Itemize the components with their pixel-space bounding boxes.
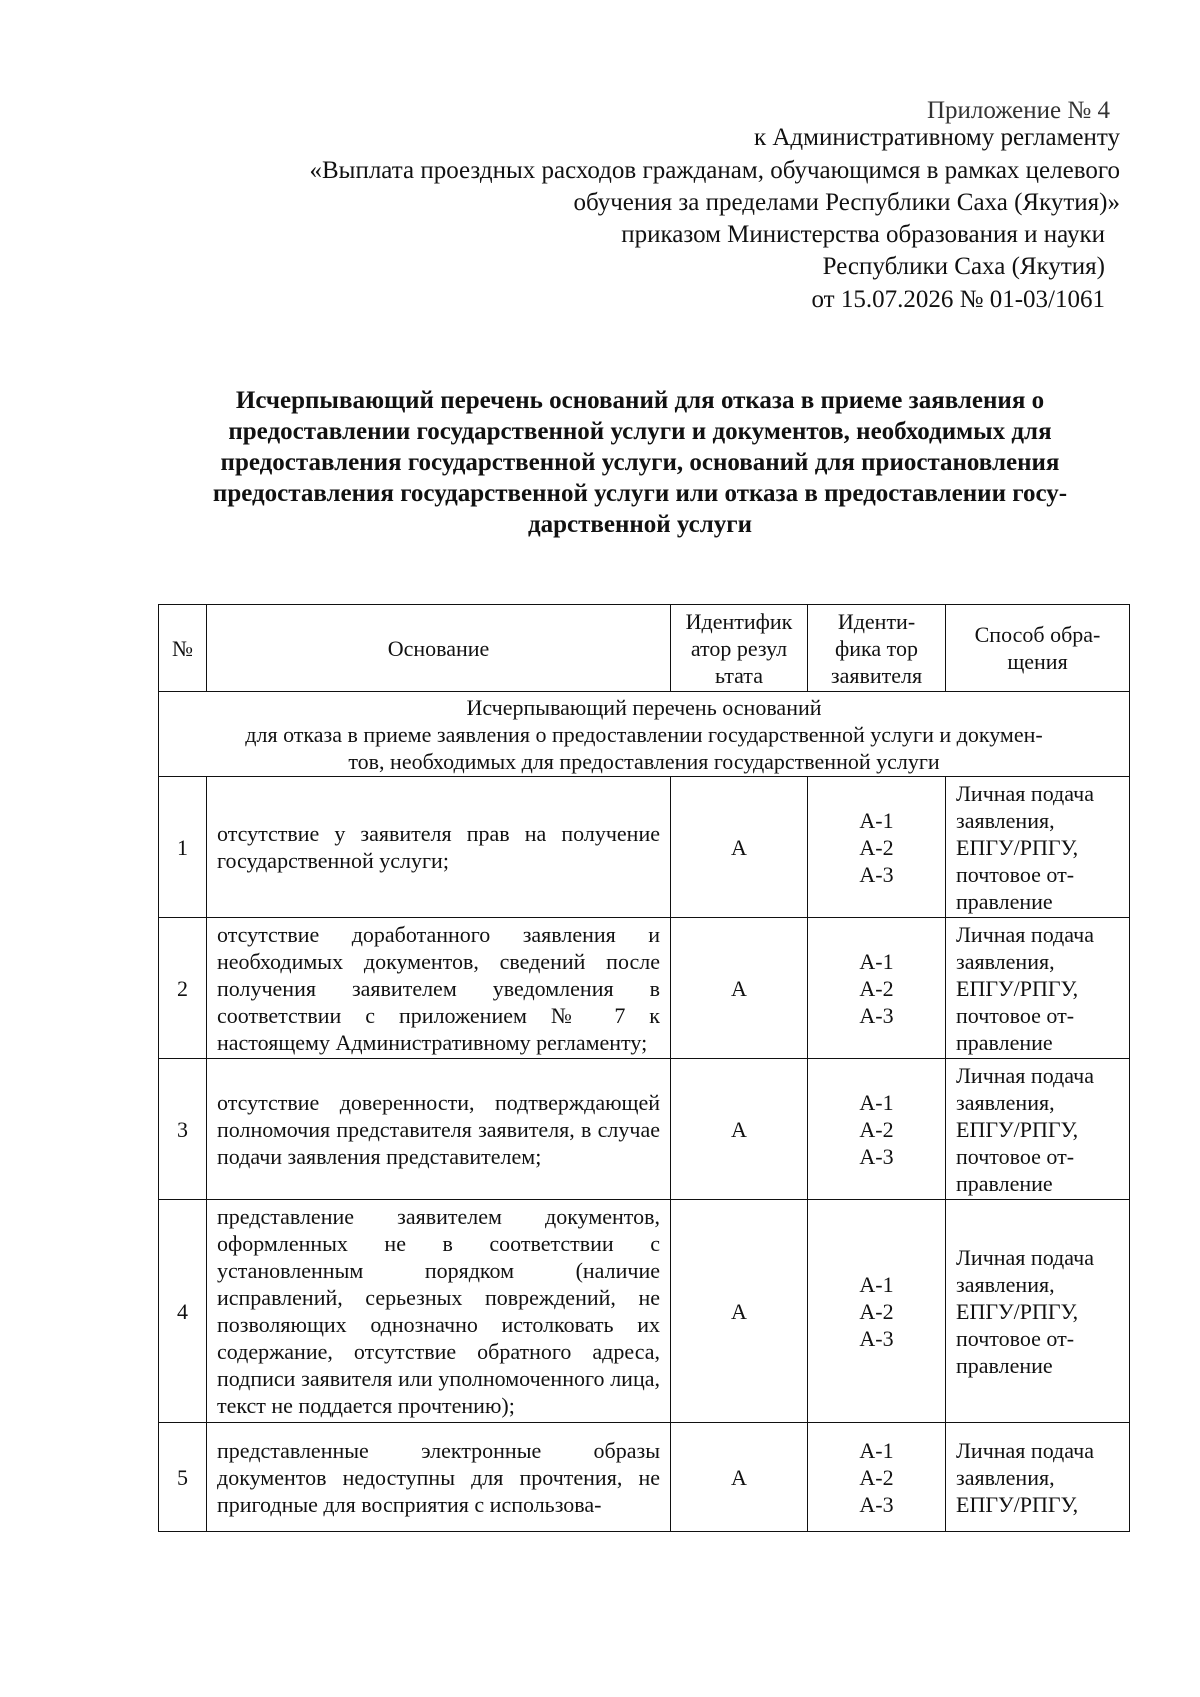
method-line: правление bbox=[956, 1170, 1053, 1196]
applicant-id: А-2 bbox=[859, 834, 894, 860]
row-basis: отсутствие доработанного заявления и необходимых документов, сведений после получения заявителем уведомления в соответствии с приложением № 7 к настоящему Административному регламенту; bbox=[207, 918, 671, 1059]
applicant-id: А-3 bbox=[859, 1002, 894, 1028]
header-text: ьтата bbox=[715, 662, 763, 688]
method-line: Личная подача bbox=[956, 921, 1094, 947]
document-title bbox=[150, 385, 1130, 540]
method-line: ЕПГУ/РПГУ, bbox=[956, 1116, 1079, 1142]
appendix-number: Приложение № 4 bbox=[926, 97, 1110, 124]
row-basis: представленные электронные образы документов недоступны для прочтения, не пригодные для восприятия с использова- bbox=[207, 1423, 671, 1532]
title-line: дарственной услуги bbox=[527, 511, 753, 538]
header-method bbox=[946, 605, 1130, 692]
row-applicant-ids bbox=[808, 1200, 946, 1423]
applicant-id: А-2 bbox=[859, 1298, 894, 1324]
method-line: почтовое от- bbox=[956, 1325, 1075, 1351]
regulation-name-line-2: обучения за пределами Республики Саха (Якутия)» bbox=[573, 189, 1120, 216]
header-text: Иденти- bbox=[837, 608, 916, 634]
method-line: правление bbox=[956, 1352, 1053, 1378]
row-result-id: А bbox=[671, 777, 808, 918]
header-text: атор резул bbox=[690, 635, 788, 661]
applicant-id: А-1 bbox=[859, 807, 894, 833]
row-method bbox=[946, 918, 1130, 1059]
applicant-id: А-1 bbox=[859, 1089, 894, 1115]
section-heading-line: Исчерпывающий перечень оснований bbox=[466, 694, 822, 720]
method-line: ЕПГУ/РПГУ, bbox=[956, 1491, 1079, 1517]
row-basis: представление заявителем документов, оформленных не в соответствии с установленным порядком (наличие исправлений, серьезных повреждений, не позволяющих однозначно истолковать их содержание, отсутствие обратного адреса, подписи заявителя или уполномоченного лица, текст не поддается прочтению); bbox=[207, 1200, 671, 1423]
method-line: Личная подача bbox=[956, 1437, 1094, 1463]
row-number: 3 bbox=[159, 1059, 207, 1200]
method-line: заявления, bbox=[956, 1464, 1055, 1490]
row-result-id: А bbox=[671, 1200, 808, 1423]
row-number: 4 bbox=[159, 1200, 207, 1423]
row-method bbox=[946, 1200, 1130, 1423]
applicant-id: А-3 bbox=[859, 1143, 894, 1169]
method-line: заявления, bbox=[956, 1271, 1055, 1297]
header-basis: Основание bbox=[207, 605, 671, 692]
row-basis: отсутствие у заявителя прав на получение государственной услуги; bbox=[207, 777, 671, 918]
title-line: предоставления государственной услуги или отказа в предоставлении госу- bbox=[212, 480, 1068, 507]
row-method bbox=[946, 777, 1130, 918]
method-line: почтовое от- bbox=[956, 1143, 1075, 1169]
appendix-reference: к Административному регламенту bbox=[753, 124, 1120, 151]
table-row bbox=[159, 1423, 1130, 1532]
row-number: 1 bbox=[159, 777, 207, 918]
method-line: заявления, bbox=[956, 807, 1055, 833]
order-date-number: от 15.07.2026 № 01-03/1061 bbox=[811, 286, 1105, 313]
applicant-id: А-1 bbox=[859, 948, 894, 974]
row-number: 5 bbox=[159, 1423, 207, 1532]
row-applicant-ids bbox=[808, 918, 946, 1059]
header-text: Способ обра- bbox=[974, 622, 1101, 647]
method-line: ЕПГУ/РПГУ, bbox=[956, 1298, 1079, 1324]
applicant-id: А-2 bbox=[859, 1464, 894, 1490]
method-line: Личная подача bbox=[956, 780, 1094, 806]
method-line: почтовое от- bbox=[956, 861, 1075, 887]
row-number: 2 bbox=[159, 918, 207, 1059]
table-row bbox=[159, 1059, 1130, 1200]
title-line: предоставления государственной услуги, оснований для приостановления bbox=[220, 449, 1060, 476]
method-line: правление bbox=[956, 1029, 1053, 1055]
applicant-id: А-1 bbox=[859, 1271, 894, 1297]
method-line: ЕПГУ/РПГУ, bbox=[956, 975, 1079, 1001]
header-text: Идентифик bbox=[685, 608, 793, 634]
applicant-id: А-3 bbox=[859, 861, 894, 887]
row-applicant-ids bbox=[808, 1059, 946, 1200]
row-basis: отсутствие доверенности, подтверждающей полномочия представителя заявителя, в случае подачи заявления представителем; bbox=[207, 1059, 671, 1200]
table-row bbox=[159, 1200, 1130, 1423]
title-line: Исчерпывающий перечень оснований для отказа в приеме заявления о bbox=[235, 387, 1045, 414]
row-result-id: А bbox=[671, 1423, 808, 1532]
row-applicant-ids bbox=[808, 777, 946, 918]
row-applicant-ids bbox=[808, 1423, 946, 1532]
order-issuer-line-2: Республики Саха (Якутия) bbox=[822, 253, 1105, 280]
table-header-row bbox=[159, 605, 1130, 692]
applicant-id: А-3 bbox=[859, 1325, 894, 1351]
regulation-name-line-1: «Выплата проездных расходов гражданам, обучающимся в рамках целевого bbox=[309, 157, 1120, 184]
header-text: заявителя bbox=[830, 662, 923, 688]
row-method bbox=[946, 1059, 1130, 1200]
applicant-id: А-2 bbox=[859, 975, 894, 1001]
method-line: Личная подача bbox=[956, 1062, 1094, 1088]
applicant-id: А-1 bbox=[859, 1437, 894, 1463]
header-text: фика тор bbox=[835, 635, 918, 661]
table-row bbox=[159, 918, 1130, 1059]
applicant-id: А-2 bbox=[859, 1116, 894, 1142]
section-heading bbox=[159, 692, 1130, 777]
section-heading-row bbox=[159, 692, 1130, 777]
header-applicant-id bbox=[808, 605, 946, 692]
applicant-id: А-3 bbox=[859, 1491, 894, 1517]
row-result-id: А bbox=[671, 1059, 808, 1200]
method-line: Личная подача bbox=[956, 1244, 1094, 1270]
grounds-table bbox=[158, 604, 1130, 1532]
method-line: заявления, bbox=[956, 948, 1055, 974]
row-method bbox=[946, 1423, 1130, 1532]
header-text: щения bbox=[1007, 649, 1068, 674]
section-heading-line: для отказа в приеме заявления о предоставлении государственной услуги и докумен- bbox=[245, 721, 1043, 747]
method-line: правление bbox=[956, 888, 1053, 914]
method-line: почтовое от- bbox=[956, 1002, 1075, 1028]
header-num: № bbox=[159, 605, 207, 692]
title-line: предоставлении государственной услуги и документов, необходимых для bbox=[228, 418, 1052, 445]
table-row bbox=[159, 777, 1130, 918]
method-line: заявления, bbox=[956, 1089, 1055, 1115]
section-heading-line: тов, необходимых для предоставления государственной услуги bbox=[348, 748, 940, 774]
header-result-id bbox=[671, 605, 808, 692]
order-issuer-line-1: приказом Министерства образования и науки bbox=[621, 221, 1105, 248]
row-result-id: А bbox=[671, 918, 808, 1059]
method-line: ЕПГУ/РПГУ, bbox=[956, 834, 1079, 860]
